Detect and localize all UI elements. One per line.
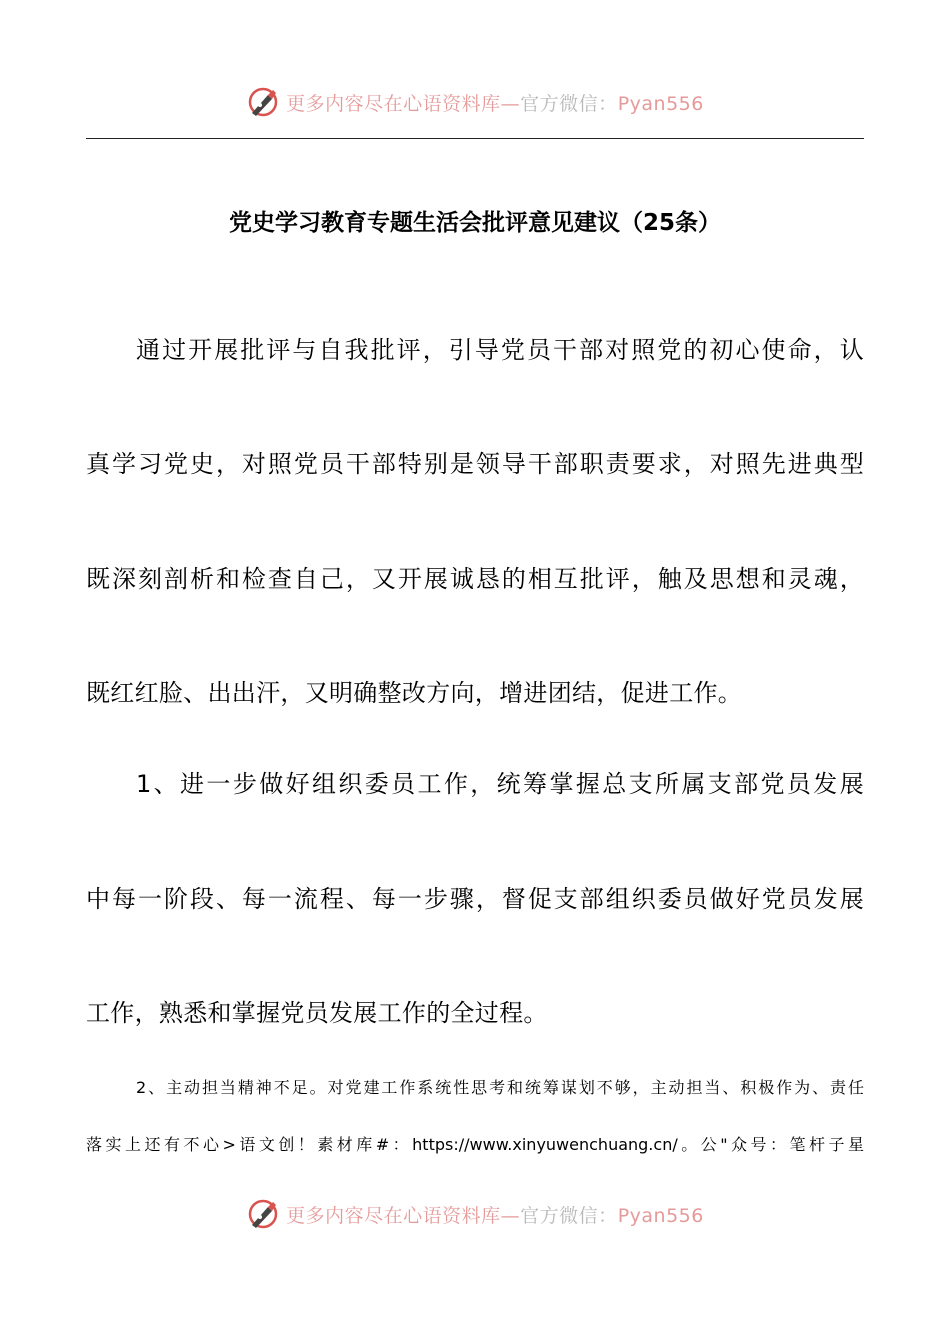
item-1-line: 1、进一步做好组织委员工作，统筹掌握总支所属支部党员发展 <box>136 770 864 798</box>
header-banner <box>0 82 950 122</box>
footer-wechat-label: 官方微信： <box>520 1204 618 1227</box>
footer-wechat-id: Pyan556 <box>617 1204 704 1227</box>
header-wechat-id: Pyan556 <box>617 92 704 115</box>
item-2-line: 落实上还有不心>语文创！素材库#：https://www.xinyuwenchuang.cn/。公"众号：笔杆子星 <box>86 1135 864 1154</box>
footer-separator: — <box>500 1204 521 1227</box>
footer-banner-text <box>286 1201 704 1228</box>
paragraph-1-line: 既红红脸、出出汗，又明确整改方向，增进团结，促进工作。 <box>86 679 743 707</box>
item-1-line: 中每一阶段、每一流程、每一步骤，督促支部组织委员做好党员发展 <box>86 885 864 913</box>
paragraph-1-line: 通过开展批评与自我批评，引导党员干部对照党的初心使命，认 <box>136 336 864 364</box>
document-title: 党史学习教育专题生活会批评意见建议（25条） <box>228 210 721 236</box>
footer-site-text: 更多内容尽在心语资料库 <box>286 1204 501 1227</box>
header-site-text: 更多内容尽在心语资料库 <box>286 92 501 115</box>
header-banner-text <box>286 89 704 116</box>
header-separator: — <box>500 92 521 115</box>
pen-logo-icon <box>246 1197 280 1231</box>
item-2-line: 2、主动担当精神不足。对党建工作系统性思考和统筹谋划不够，主动担当、积极作为、责任 <box>136 1078 864 1097</box>
header-wechat-label: 官方微信： <box>520 92 618 115</box>
paragraph-1-line: 真学习党史，对照党员干部特别是领导干部职责要求，对照先进典型 <box>86 450 864 478</box>
paragraph-1-line: 既深刻剖析和检查自己，又开展诚恳的相互批评，触及思想和灵魂， <box>86 565 864 593</box>
header-divider <box>86 138 864 139</box>
footer-banner <box>0 1194 950 1234</box>
item-1-line: 工作，熟悉和掌握党员发展工作的全过程。 <box>86 999 548 1027</box>
pen-logo-icon <box>246 85 280 119</box>
